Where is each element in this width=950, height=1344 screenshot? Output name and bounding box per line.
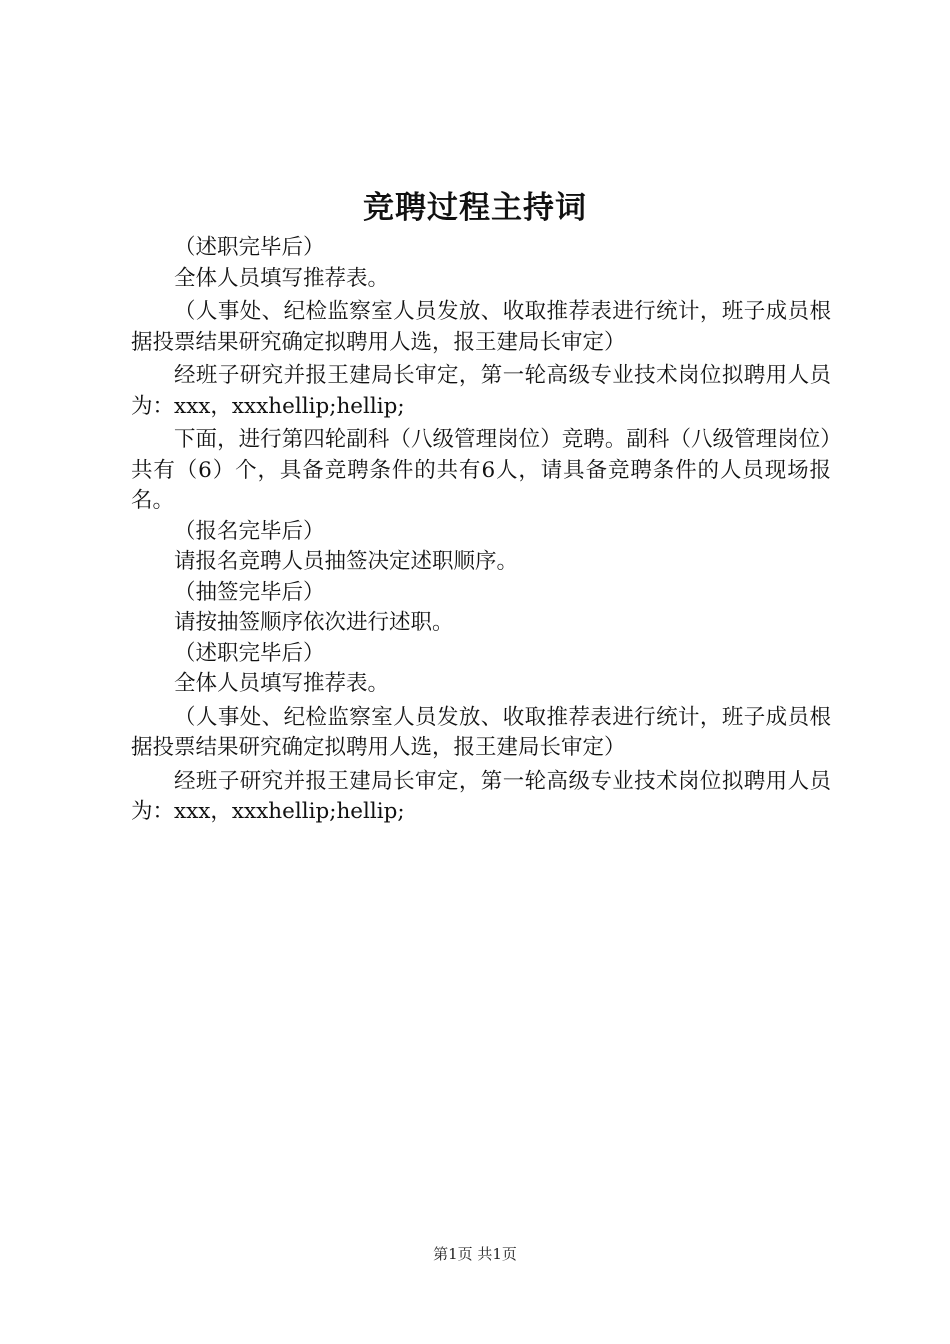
paragraph: 请报名竞聘人员抽签决定述职顺序。: [174, 549, 519, 574]
paragraph: 全体人员填写推荐表。: [174, 671, 390, 696]
paragraph: 经班子研究并报王建局长审定，第一轮高级专业技术岗位拟聘用人员为：xxx，xxxhellip;hellip;: [131, 768, 831, 824]
paragraph: （述职完毕后）: [174, 235, 325, 260]
page-footer: 第1页 共1页: [433, 1245, 517, 1263]
paragraph: （报名完毕后）: [174, 518, 325, 544]
paragraph: （人事处、纪检监察室人员发放、收取推荐表进行统计，班子成员根据投票结果研究确定拟聘用人选，报王建局长审定）: [131, 299, 831, 355]
paragraph: （抽签完毕后）: [174, 579, 325, 605]
paragraph: （人事处、纪检监察室人员发放、收取推荐表进行统计，班子成员根据投票结果研究确定拟聘用人选，报王建局长审定）: [131, 704, 831, 760]
paragraph: 请按抽签顺序依次进行述职。: [174, 610, 454, 635]
paragraph: 全体人员填写推荐表。: [174, 265, 390, 291]
paragraph: 经班子研究并报王建局长审定，第一轮高级专业技术岗位拟聘用人员为：xxx，xxxhellip;hellip;: [131, 363, 831, 419]
page-title: 竞聘过程主持词: [363, 190, 587, 226]
document-body: [131, 233, 831, 828]
paragraph: （述职完毕后）: [174, 640, 325, 666]
paragraph: 下面，进行第四轮副科（八级管理岗位）竞聘。副科（八级管理岗位）共有（6）个，具备竞聘条件的共有6人，请具备竞聘条件的人员现场报名。: [131, 427, 831, 513]
